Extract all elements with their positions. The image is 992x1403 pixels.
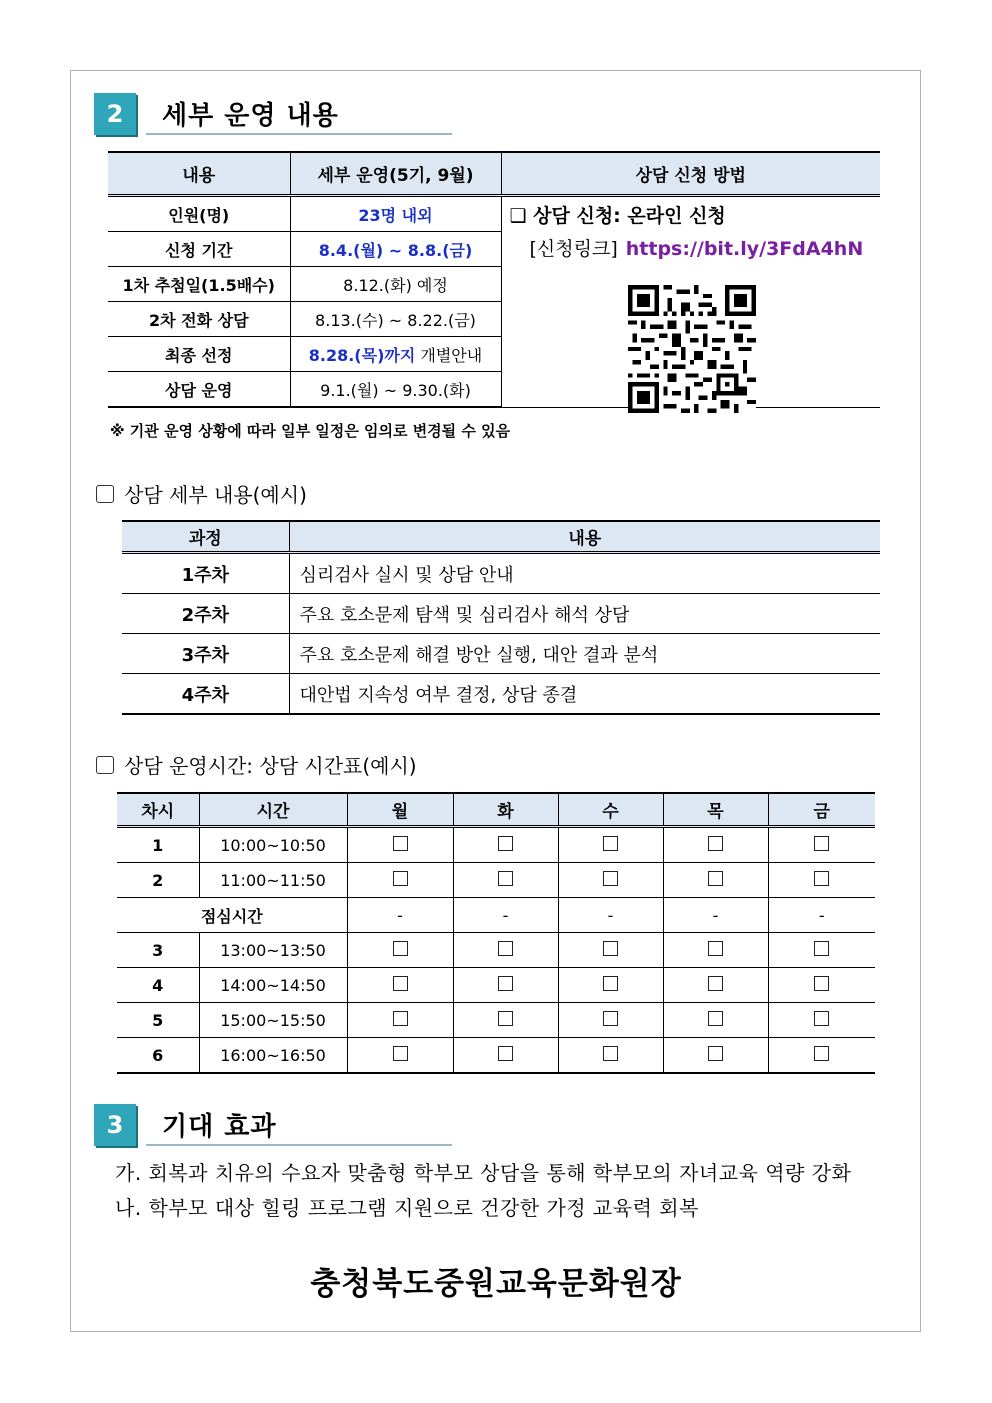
table-row: [122, 553, 880, 594]
row-label: 상담 운영: [108, 372, 290, 408]
slot-cell: [558, 1038, 663, 1074]
apply-title: ❑ 상담 신청: 온라인 신청: [509, 205, 726, 227]
lunch-label: 점심시간: [117, 898, 347, 933]
slot-checkbox[interactable]: [603, 871, 618, 886]
session-cell: 4: [117, 968, 199, 1003]
timetable: [117, 792, 875, 1074]
slot-cell: [347, 933, 453, 968]
column-header: 차시: [117, 793, 199, 827]
slot-cell: [347, 1038, 453, 1074]
detail-heading: [96, 479, 307, 508]
detail-table: [122, 520, 880, 715]
section-title: 세부 운영 내용: [162, 101, 339, 131]
slot-checkbox[interactable]: [498, 1011, 513, 1026]
column-header: 월: [347, 793, 453, 827]
timetable-heading-text: 상담 운영시간: 상담 시간표(예시): [124, 754, 417, 778]
slot-checkbox[interactable]: [708, 871, 723, 886]
slot-checkbox[interactable]: [814, 941, 829, 956]
session-cell: 2: [117, 863, 199, 898]
column-header: 과정: [122, 521, 289, 553]
slot-cell: [453, 827, 558, 863]
slot-cell: [453, 1038, 558, 1074]
time-cell: 13:00~13:50: [199, 933, 347, 968]
table-row: [117, 1003, 875, 1038]
slot-checkbox[interactable]: [814, 976, 829, 991]
table-header-row: [117, 793, 875, 827]
detail-heading-text: 상담 세부 내용(예시): [124, 483, 307, 507]
slot-cell: [663, 968, 768, 1003]
lunch-mark: -: [663, 898, 768, 933]
slot-checkbox[interactable]: [498, 976, 513, 991]
slot-cell: [768, 1003, 875, 1038]
lunch-row: [117, 898, 875, 933]
table-row: [122, 594, 880, 634]
week-cell: 3주차: [122, 634, 289, 674]
slot-cell: [663, 1038, 768, 1074]
table-row: [117, 1038, 875, 1074]
slot-cell: [558, 1003, 663, 1038]
slot-checkbox[interactable]: [603, 941, 618, 956]
column-header: 상담 신청 방법: [501, 152, 880, 196]
slot-cell: [558, 827, 663, 863]
content-cell: 주요 호소문제 탐색 및 심리검사 해석 상담: [289, 594, 880, 634]
session-cell: 5: [117, 1003, 199, 1038]
apply-link-line: [530, 234, 881, 261]
session-cell: 3: [117, 933, 199, 968]
row-value: 23명 내외: [290, 196, 501, 232]
slot-cell: [768, 968, 875, 1003]
table-row: [117, 968, 875, 1003]
schedule-note: ※ 기관 운영 상황에 따라 일부 일정은 임의로 변경될 수 있음: [110, 422, 511, 440]
slot-checkbox[interactable]: [708, 941, 723, 956]
time-cell: 16:00~16:50: [199, 1038, 347, 1074]
slot-checkbox[interactable]: [393, 941, 408, 956]
slot-cell: [347, 827, 453, 863]
section-title: 기대 효과: [162, 1112, 277, 1142]
slot-checkbox[interactable]: [393, 976, 408, 991]
row-label: 신청 기간: [108, 232, 290, 267]
section-underline: [146, 1144, 452, 1146]
table-header-row: [122, 521, 880, 553]
organization-name: 충청북도중원교육문화원장: [310, 1266, 682, 1302]
effect-item: 나. 학부모 대상 힐링 프로그램 지원으로 건강한 가정 교육력 회복: [115, 1196, 699, 1220]
table-row: [122, 634, 880, 674]
slot-cell: [347, 968, 453, 1003]
slot-checkbox[interactable]: [708, 976, 723, 991]
slot-cell: [347, 1003, 453, 1038]
row-value: 8.4.(월) ~ 8.8.(금): [290, 232, 501, 267]
checkbox-icon: [96, 756, 114, 774]
slot-checkbox[interactable]: [498, 836, 513, 851]
time-cell: 10:00~10:50: [199, 827, 347, 863]
slot-checkbox[interactable]: [393, 1046, 408, 1061]
slot-checkbox[interactable]: [708, 836, 723, 851]
lunch-mark: -: [453, 898, 558, 933]
row-label: 인원(명): [108, 196, 290, 232]
schedule-table: [108, 151, 880, 408]
slot-checkbox[interactable]: [708, 1046, 723, 1061]
slot-cell: [453, 863, 558, 898]
row-value-date: 8.28.(목)까지: [308, 345, 416, 365]
slot-cell: [768, 1038, 875, 1074]
time-cell: 15:00~15:50: [199, 1003, 347, 1038]
slot-cell: [453, 1003, 558, 1038]
table-row: [108, 196, 880, 232]
section-number: 3: [94, 1104, 136, 1146]
slot-checkbox[interactable]: [814, 1046, 829, 1061]
row-label: 2차 전화 상담: [108, 302, 290, 337]
qr-code-icon[interactable]: [628, 285, 756, 413]
column-header: 내용: [108, 152, 290, 196]
column-header: 세부 운영(5기, 9월): [290, 152, 501, 196]
content-cell: 주요 호소문제 해결 방안 실행, 대안 결과 분석: [289, 634, 880, 674]
slot-checkbox[interactable]: [603, 976, 618, 991]
slot-checkbox[interactable]: [393, 871, 408, 886]
checkbox-icon: [96, 485, 114, 503]
slot-cell: [347, 863, 453, 898]
slot-cell: [558, 933, 663, 968]
slot-cell: [663, 933, 768, 968]
week-cell: 1주차: [122, 553, 289, 594]
section-number: 2: [94, 93, 136, 135]
time-cell: 11:00~11:50: [199, 863, 347, 898]
session-cell: 1: [117, 827, 199, 863]
row-label: 최종 선정: [108, 337, 290, 372]
week-cell: 2주차: [122, 594, 289, 634]
row-value: 8.12.(화) 예정: [290, 267, 501, 302]
column-header: 시간: [199, 793, 347, 827]
apply-method-cell: [501, 196, 880, 408]
table-row: [117, 933, 875, 968]
slot-cell: [768, 827, 875, 863]
slot-checkbox[interactable]: [393, 836, 408, 851]
session-cell: 6: [117, 1038, 199, 1074]
content-cell: 대안법 지속성 여부 결정, 상담 종결: [289, 674, 880, 715]
apply-link[interactable]: https://bit.ly/3FdA4hN: [625, 238, 864, 260]
slot-cell: [768, 863, 875, 898]
table-row: [117, 827, 875, 863]
slot-checkbox[interactable]: [393, 1011, 408, 1026]
section-underline: [146, 133, 452, 135]
row-value-note: 개별안내: [415, 345, 483, 365]
row-value: [290, 337, 501, 372]
slot-cell: [453, 968, 558, 1003]
lunch-mark: -: [347, 898, 453, 933]
column-header: 금: [768, 793, 875, 827]
slot-cell: [663, 863, 768, 898]
row-value: 9.1.(월) ~ 9.30.(화): [290, 372, 501, 408]
slot-cell: [558, 863, 663, 898]
slot-cell: [663, 1003, 768, 1038]
link-label: [신청링크]: [529, 238, 618, 260]
column-header: 화: [453, 793, 558, 827]
table-row: [117, 863, 875, 898]
lunch-mark: -: [768, 898, 875, 933]
slot-checkbox[interactable]: [498, 941, 513, 956]
slot-checkbox[interactable]: [603, 836, 618, 851]
content-cell: 심리검사 실시 및 상담 안내: [289, 553, 880, 594]
time-cell: 14:00~14:50: [199, 968, 347, 1003]
slot-cell: [768, 933, 875, 968]
column-header: 수: [558, 793, 663, 827]
slot-cell: [453, 933, 558, 968]
slot-cell: [558, 968, 663, 1003]
table-header-row: [108, 152, 880, 196]
slot-checkbox[interactable]: [814, 871, 829, 886]
slot-checkbox[interactable]: [603, 1046, 618, 1061]
week-cell: 4주차: [122, 674, 289, 715]
slot-checkbox[interactable]: [814, 836, 829, 851]
column-header: 목: [663, 793, 768, 827]
slot-checkbox[interactable]: [498, 1046, 513, 1061]
row-value: 8.13.(수) ~ 8.22.(금): [290, 302, 501, 337]
column-header: 내용: [289, 521, 880, 553]
row-label: 1차 추첨일(1.5배수): [108, 267, 290, 302]
timetable-heading: [96, 750, 417, 779]
table-row: [122, 674, 880, 715]
slot-cell: [663, 827, 768, 863]
slot-checkbox[interactable]: [814, 1011, 829, 1026]
slot-checkbox[interactable]: [498, 871, 513, 886]
slot-checkbox[interactable]: [603, 1011, 618, 1026]
lunch-mark: -: [558, 898, 663, 933]
effect-item: 가. 회복과 치유의 수요자 맞춤형 학부모 상담을 통해 학부모의 자녀교육 역량 강화: [115, 1161, 852, 1185]
slot-checkbox[interactable]: [708, 1011, 723, 1026]
